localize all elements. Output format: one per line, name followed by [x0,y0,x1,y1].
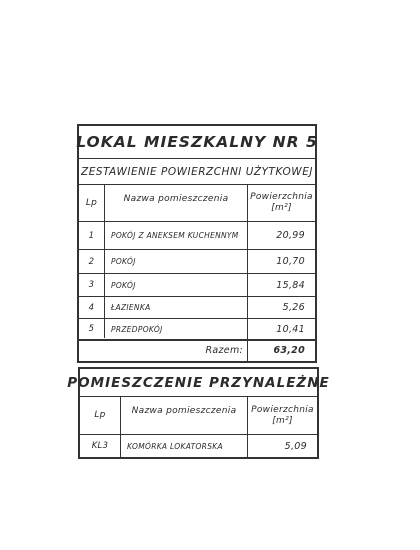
row-3-area: 15,84 [276,279,305,291]
total-label: Razem: [205,345,243,356]
header-area-label: Powierzchnia [250,192,313,202]
apartment-area-table [77,124,317,363]
annex-row-1-lp: KL3 [91,441,109,451]
total-area: 63,20 [273,345,305,356]
area-summary-subtitle: ZESTAWIENIE POWIERZCHNI UŻYTKOWEJ [81,165,313,178]
annex-header-room-name: Nazwa pomieszczenia [131,405,237,416]
header-area-unit: [m²] [271,203,292,213]
header-area [248,185,315,221]
annex-room-table [67,367,330,459]
row-4-area: 5,26 [282,302,305,313]
annex-header-lp: Lp [94,410,106,420]
annex-header-area-unit: [m²] [272,415,293,426]
row-4-lp: 4 [88,302,95,313]
row-5-name: PRZEDPOKÓJ [111,324,163,334]
header-room-name: Nazwa pomieszczenia [123,193,229,204]
row-3-lp: 3 [88,280,95,290]
row-1-area: 20,99 [276,230,305,241]
header-lp: Lp [85,197,98,208]
annex-row-1-name: KOMÓRKA LOKATORSKA [127,441,223,451]
row-4-name: ŁAZIENKA [111,303,151,312]
annex-title: POMIESZCZENIE PRZYNALEŻNE [67,374,330,391]
row-5-area: 10,41 [276,323,305,335]
row-2-lp: 2 [88,256,95,267]
row-1-lp: 1 [88,230,95,241]
row-1-name: POKÓJ Z ANEKSEM KUCHENNYM [111,231,239,240]
annex-row-1-area: 5,09 [284,440,307,452]
row-2-area: 10,70 [276,256,305,267]
row-3-name: POKÓJ [111,280,136,290]
annex-header-area [248,397,317,434]
row-5-lp: 5 [88,324,95,334]
apartment-title: LOKAL MIESZKALNY NR 5 [76,133,318,151]
annex-header-area-label: Powierzchnia [251,404,314,415]
row-2-name: POKÓJ [111,257,136,266]
